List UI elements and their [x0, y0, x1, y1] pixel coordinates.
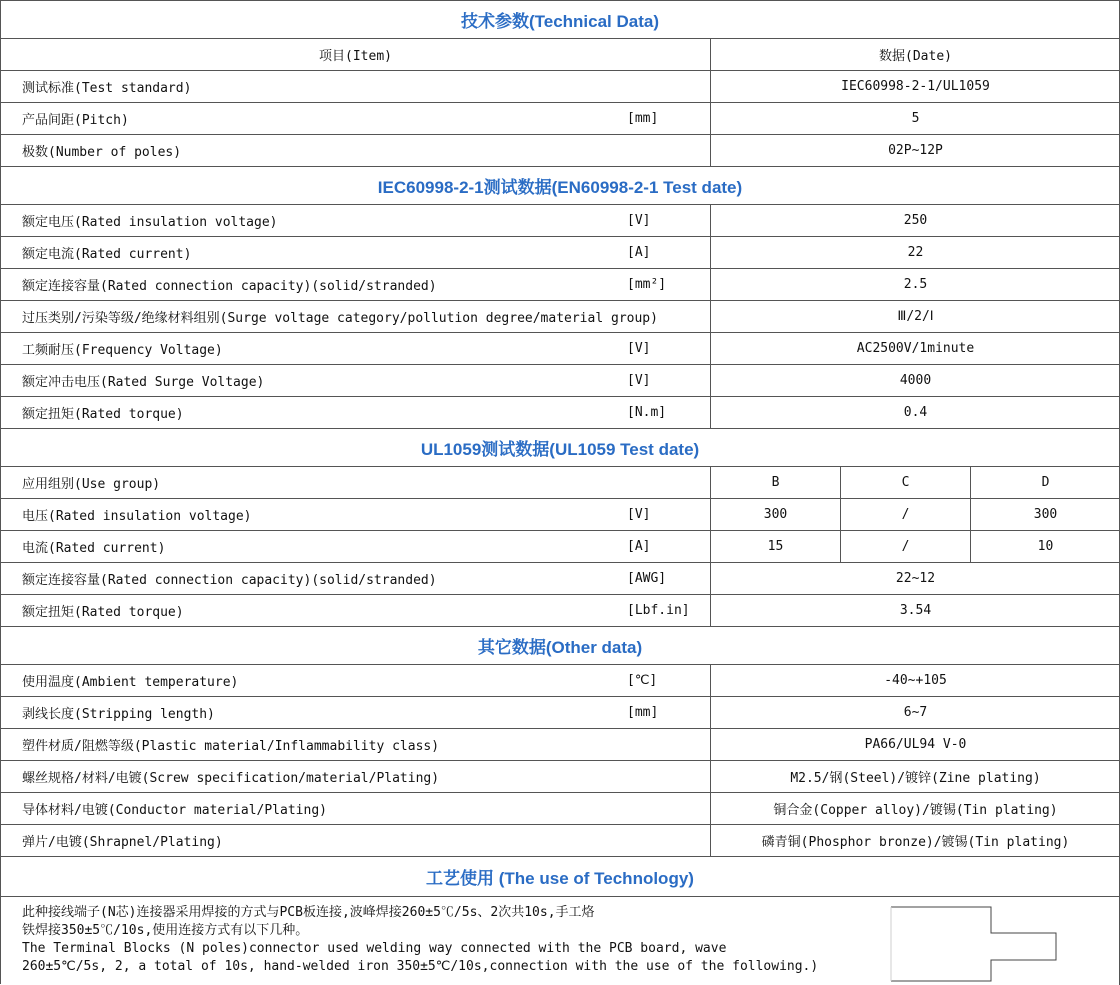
row-item: 额定电流(Rated current): [22, 247, 192, 262]
table-row: [1, 205, 1120, 237]
row-unit: [A]: [627, 245, 651, 260]
row-unit: [℃]: [627, 673, 658, 688]
table-row: [1, 697, 1120, 729]
table-row: [1, 397, 1120, 429]
row-unit: [mm]: [627, 705, 659, 720]
row-value: 磷青铜(Phosphor bronze)/镀锡(Tin plating): [710, 825, 1120, 856]
row-value: M2.5/钢(Steel)/镀锌(Zine plating): [710, 761, 1120, 792]
table-row: [1, 333, 1120, 365]
table-row: [1, 301, 1120, 333]
row-unit: [mm]: [627, 111, 659, 126]
row-item: 极数(Number of poles): [22, 145, 182, 160]
row-item: 额定冲击电压(Rated Surge Voltage): [22, 375, 265, 390]
row-item: 电压(Rated insulation voltage): [22, 509, 252, 524]
row-item: 导体材料/电镀(Conductor material/Plating): [22, 803, 327, 818]
row-unit: [V]: [627, 507, 651, 522]
row-unit: [V]: [627, 373, 651, 388]
section-title-other: 其它数据(Other data): [1, 627, 1120, 665]
row-item: 塑件材质/阻燃等级(Plastic material/Inflammability class): [22, 739, 440, 754]
row-item: 弹片/电镀(Shrapnel/Plating): [22, 835, 223, 850]
header-item: 项目(Item): [319, 49, 392, 64]
row-value: 22~12: [710, 563, 1120, 594]
table-row: [1, 269, 1120, 301]
row-unit: [AWG]: [627, 571, 667, 586]
table-row: [1, 71, 1120, 103]
row-item: 额定连接容量(Rated connection capacity)(solid/stranded): [22, 573, 437, 588]
row-item: 工频耐压(Frequency Voltage): [22, 343, 223, 358]
header-data: 数据(Date): [710, 39, 1120, 70]
row-value: 250: [710, 205, 1120, 236]
table-row: [1, 499, 1120, 531]
row-item: 过压类别/污染等级/绝缘材料组别(Surge voltage category/pollution degree/material group): [22, 311, 658, 326]
row-value: 2.5: [710, 269, 1120, 300]
row-value: 6~7: [710, 697, 1120, 728]
table-row: [1, 665, 1120, 697]
table-row: [1, 103, 1120, 135]
section-title-ul: UL1059测试数据(UL1059 Test date): [1, 429, 1120, 467]
section-title-iec: IEC60998-2-1测试数据(EN60998-2-1 Test date): [1, 167, 1120, 205]
table-row: [1, 563, 1120, 595]
section-title-technical: 技术参数(Technical Data): [1, 1, 1120, 39]
usage-description: 此种接线端子(N芯)连接器采用焊接的方式与PCB板连接,波峰焊接260±5℃/5s、2次共10s,手工烙 铁焊接350±5℃/10s,使用连接方式有以下几种。 The Terminal Blocks (N poles)connector used welding way connected with the PCB board, wave 260±5℃/5s, 2, a total of 10s, hand-welded iron 350±5℃/10s,connection with the use of the following.): [22, 905, 819, 974]
row-unit: [Lbf.in]: [627, 603, 690, 618]
value-c: /: [840, 499, 970, 530]
table-row: [1, 761, 1120, 793]
row-value: 0.4: [710, 397, 1120, 428]
group-d: D: [970, 467, 1120, 498]
row-value: PA66/UL94 V-0: [710, 729, 1120, 760]
usage-section: [1, 897, 1120, 985]
connector-outline-drawing: [886, 905, 1066, 983]
row-unit: [N.m]: [627, 405, 667, 420]
value-d: 300: [970, 499, 1120, 530]
value-b: 300: [710, 499, 840, 530]
table-row: [1, 729, 1120, 761]
row-unit: [601, 71, 710, 102]
row-unit: [601, 135, 710, 166]
row-item: 测试标准(Test standard): [22, 81, 192, 96]
row-item: 产品间距(Pitch): [22, 113, 129, 128]
row-item: 剥线长度(Stripping length): [22, 707, 215, 722]
row-unit: [V]: [627, 213, 651, 228]
row-item: 额定扭矩(Rated torque): [22, 605, 184, 620]
row-value: 3.54: [710, 595, 1120, 626]
row-value: 5: [710, 103, 1120, 134]
header-row: [1, 39, 1120, 71]
table-row: [1, 237, 1120, 269]
row-unit: [V]: [627, 341, 651, 356]
row-unit: [mm²]: [627, 277, 667, 292]
table-row: [1, 825, 1120, 857]
table-row: [1, 531, 1120, 563]
group-b: B: [710, 467, 840, 498]
row-value: -40~+105: [710, 665, 1120, 696]
table-row: [1, 595, 1120, 627]
table-row: [1, 467, 1120, 499]
row-item: 电流(Rated current): [22, 541, 166, 556]
row-value: AC2500V/1minute: [710, 333, 1120, 364]
table-row: [1, 135, 1120, 167]
row-item: 螺丝规格/材料/电镀(Screw specification/material/Plating): [22, 771, 440, 786]
row-unit: [A]: [627, 539, 651, 554]
row-value: IEC60998-2-1/UL1059: [710, 71, 1120, 102]
row-value: Ⅲ/2/Ⅰ: [710, 301, 1120, 332]
row-item: 使用温度(Ambient temperature): [22, 675, 239, 690]
row-item: 额定扭矩(Rated torque): [22, 407, 184, 422]
row-value: 02P~12P: [710, 135, 1120, 166]
value-c: /: [840, 531, 970, 562]
row-value: 铜合金(Copper alloy)/镀锡(Tin plating): [710, 793, 1120, 824]
row-value: 4000: [710, 365, 1120, 396]
row-item: 额定连接容量(Rated connection capacity)(solid/stranded): [22, 279, 437, 294]
value-d: 10: [970, 531, 1120, 562]
table-row: [1, 365, 1120, 397]
row-item: 应用组别(Use group): [22, 477, 161, 492]
value-b: 15: [710, 531, 840, 562]
row-value: 22: [710, 237, 1120, 268]
group-c: C: [840, 467, 970, 498]
section-title-usage: 工艺使用 (The use of Technology): [1, 857, 1120, 897]
table-row: [1, 793, 1120, 825]
row-item: 额定电压(Rated insulation voltage): [22, 215, 278, 230]
